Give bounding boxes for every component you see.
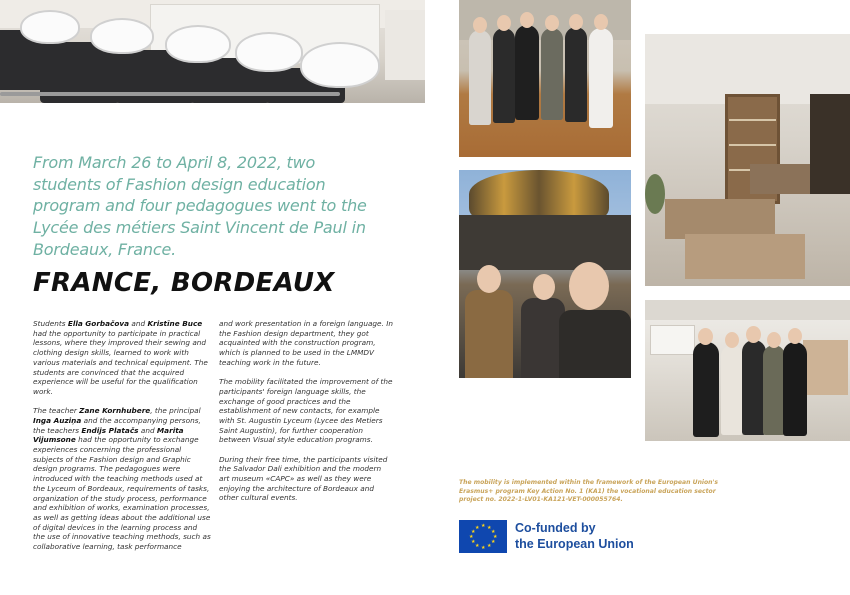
showroom-photo bbox=[645, 34, 850, 286]
students-paragraph: Students Ella Gorbačova and Kristīne Buce had the opportunity to participate in practical lessons, where they improved their sewing and clothing design skills, learned to work with various materials and technical equipment. The students are convinced that the acquired experience will be useful for the qualification work. bbox=[33, 319, 208, 396]
student-name: Ella Gorbačova bbox=[67, 319, 130, 328]
body-paragraph: The mobility facilitated the improvement of the participants' foreign language skills, the exchange of good practices and the establishment of new contacts, for example with St. Augustin Lyceum (Lycee des Metiers Saint Augustin), for further cooperation between Visual style education programs. bbox=[219, 377, 393, 445]
body-paragraph: During their free time, the participants visited the Salvador Dali exhibition and the modern art museum «CAPC» as well as they were enjoying the architecture of Bordeaux and other cultural events. bbox=[219, 454, 388, 503]
group-photo-lobby bbox=[459, 0, 631, 157]
teachers-paragraph: The teacher Zane Kornhubere, the principal Inga Auziņa and the accompanying persons, the teachers Endijs Platačs and Marita Vijumsone had the opportunity to exchange experiences concerning the professional subjects of the Fashion design and Graphic design programs. The pedagogues were introduced with the teaching methods used at the Lyceum of Bordeaux, requirements of tasks, organization of the study process, performance and exhibition of works, examination processes, as well as getting ideas about the additional use of digital devices in the learning process and the use of innovative teaching methods, such as collaborative learning, task performance bbox=[33, 406, 211, 552]
teacher-name: Marita Vijumsone bbox=[33, 425, 184, 445]
teacher-name: Zane Kornhubere bbox=[79, 406, 151, 416]
right-text-column bbox=[219, 319, 393, 513]
student-name: Kristīne Buce bbox=[147, 319, 203, 328]
intro-paragraph: From March 26 to April 8, 2022, two students of Fashion design education program and four pedagogues went to the Lycée des métiers Saint Vincent de Paul in Bordeaux, France. bbox=[33, 153, 367, 259]
body-paragraph: and work presentation in a foreign language. In the Fashion design department, they got acquainted with the construction program, which is planned to be used in the LMMDV teaching work in the future. bbox=[219, 319, 393, 367]
eu-text-line1: Co-funded by bbox=[515, 521, 596, 535]
eu-flag-icon: ★ ★ ★ ★ ★ ★ ★ ★ ★ ★ ★ ★ bbox=[459, 520, 507, 553]
classroom-group-photo bbox=[645, 300, 850, 441]
left-text-column bbox=[33, 319, 211, 561]
eu-cofunded-badge bbox=[459, 520, 634, 553]
framework-note: The mobility is implemented within the framework of the European Union's Erasmus+ program Key Action No. 1 (KA1) the vocational education sector project no. 2022-1-LV01-KA121-VET-000055764. bbox=[459, 479, 719, 503]
principal-name: Inga Auziņa bbox=[33, 415, 82, 425]
page-title: FRANCE, BORDEAUX bbox=[33, 268, 335, 298]
bordeaux-street-photo bbox=[459, 170, 631, 378]
eu-text-line2: the European Union bbox=[515, 536, 634, 551]
teacher-name: Endijs Platačs bbox=[81, 425, 139, 435]
salon-photo bbox=[0, 0, 425, 103]
eu-cofunded-text bbox=[515, 521, 634, 552]
